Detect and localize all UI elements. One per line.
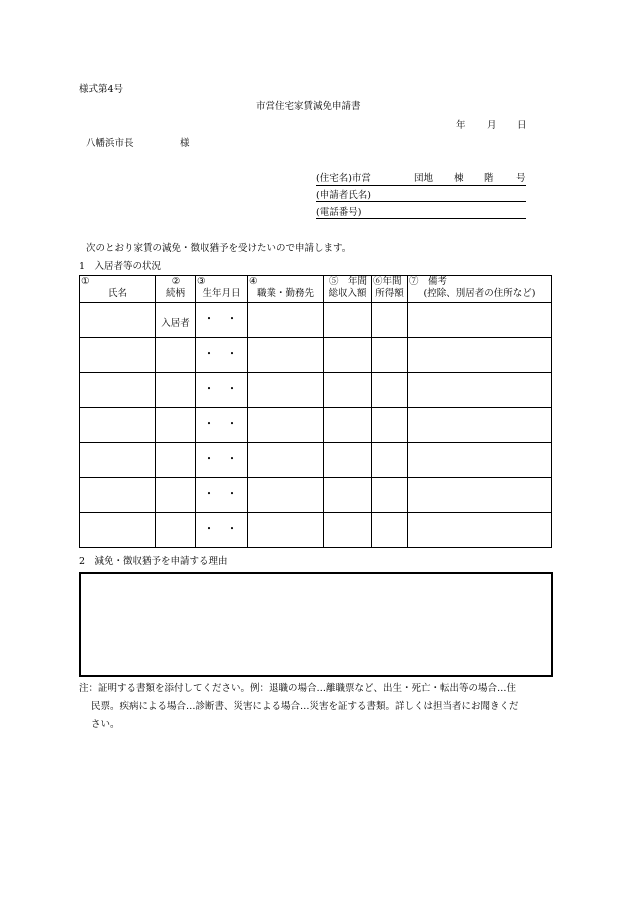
cell-occupation[interactable] <box>248 338 324 373</box>
cell-relation[interactable] <box>156 513 196 548</box>
header-remarks: ⑦ 備考 (控除、別居者の住所など) <box>408 276 552 303</box>
cell-remarks[interactable] <box>408 303 552 338</box>
cell-earnings[interactable] <box>372 443 408 478</box>
cell-relation[interactable] <box>156 373 196 408</box>
table-row <box>80 338 552 373</box>
cell-occupation[interactable] <box>248 373 324 408</box>
header-birthdate: ③ 生年月日 <box>196 276 248 303</box>
cell-remarks[interactable] <box>408 443 552 478</box>
cell-birthdate[interactable]: ・ ・ <box>196 303 248 338</box>
table-row <box>80 303 552 338</box>
cell-relation[interactable] <box>156 443 196 478</box>
applicant-name-underline[interactable] <box>316 201 526 202</box>
cell-name[interactable] <box>80 373 156 408</box>
cell-earnings[interactable] <box>372 303 408 338</box>
section1-heading: 1 入居者等の状況 <box>79 261 162 272</box>
cell-occupation[interactable] <box>248 443 324 478</box>
cell-name[interactable] <box>80 408 156 443</box>
cell-income[interactable] <box>324 443 372 478</box>
cell-name[interactable] <box>80 478 156 513</box>
cell-birthdate[interactable]: ・ ・ <box>196 513 248 548</box>
reason-textarea[interactable] <box>79 572 553 677</box>
date-day-label[interactable]: 日 <box>517 120 527 131</box>
residents-table <box>79 275 552 548</box>
housing-underline[interactable] <box>316 185 526 186</box>
table-header-row <box>80 276 552 303</box>
cell-birthdate[interactable]: ・ ・ <box>196 408 248 443</box>
cell-remarks[interactable] <box>408 338 552 373</box>
cell-income[interactable] <box>324 513 372 548</box>
cell-earnings[interactable] <box>372 373 408 408</box>
cell-name[interactable] <box>80 513 156 548</box>
header-relation: ② 続柄 <box>156 276 196 303</box>
header-occupation: ④ 職業・勤務先 <box>248 276 324 303</box>
form-number: 様式第4号 <box>79 84 124 95</box>
cell-relation[interactable] <box>156 408 196 443</box>
cell-name[interactable] <box>80 443 156 478</box>
cell-income[interactable] <box>324 478 372 513</box>
cell-occupation[interactable] <box>248 408 324 443</box>
header-name: ① 氏名 <box>80 276 156 303</box>
cell-remarks[interactable] <box>408 513 552 548</box>
cell-income[interactable] <box>324 303 372 338</box>
date-year-label[interactable]: 年 <box>456 120 466 131</box>
date-month-label[interactable]: 月 <box>487 120 497 131</box>
footnote <box>79 680 551 734</box>
addressee-suffix: 様 <box>180 138 190 149</box>
cell-relation[interactable] <box>156 303 196 338</box>
building-label: 棟 <box>454 173 464 184</box>
number-label: 号 <box>516 173 526 184</box>
cell-relation[interactable] <box>156 338 196 373</box>
footnote-line-3: さい。 <box>91 719 120 730</box>
footnote-line-1: 注：証明する書類を添付してください。例：退職の場合…離職票など、出生・死亡・転出等の場合…住 <box>79 683 517 694</box>
cell-earnings[interactable] <box>372 478 408 513</box>
document-title: 市営住宅家賃減免申請書 <box>256 101 361 112</box>
table-row <box>80 478 552 513</box>
cell-birthdate[interactable]: ・ ・ <box>196 478 248 513</box>
phone-label: (電話番号) <box>316 207 362 218</box>
cell-remarks[interactable] <box>408 408 552 443</box>
cell-name[interactable] <box>80 303 156 338</box>
cell-birthdate[interactable]: ・ ・ <box>196 373 248 408</box>
cell-name[interactable] <box>80 338 156 373</box>
table-row <box>80 513 552 548</box>
table-row <box>80 373 552 408</box>
cell-earnings[interactable] <box>372 338 408 373</box>
cell-occupation[interactable] <box>248 303 324 338</box>
cell-occupation[interactable] <box>248 513 324 548</box>
cell-income[interactable] <box>324 373 372 408</box>
cell-birthdate[interactable]: ・ ・ <box>196 338 248 373</box>
cell-income[interactable] <box>324 408 372 443</box>
applicant-name-label: (申請者氏名) <box>316 190 371 201</box>
section2-heading: 2 減免・徴収猶予を申請する理由 <box>79 556 228 567</box>
floor-label: 階 <box>484 173 494 184</box>
cell-income[interactable] <box>324 338 372 373</box>
phone-underline[interactable] <box>316 218 526 219</box>
intro-text: 次のとおり家賃の減免・徴収猶予を受けたいので申請します。 <box>86 243 352 254</box>
table-row <box>80 443 552 478</box>
cell-earnings[interactable] <box>372 513 408 548</box>
cell-relation[interactable] <box>156 478 196 513</box>
resident-relation: 入居者 <box>161 318 190 329</box>
header-annual-earnings: ⑥年間 所得額 <box>372 276 408 303</box>
cell-earnings[interactable] <box>372 408 408 443</box>
cell-remarks[interactable] <box>408 478 552 513</box>
cell-occupation[interactable] <box>248 478 324 513</box>
cell-birthdate[interactable]: ・ ・ <box>196 443 248 478</box>
addressee: 八幡浜市長 <box>86 138 134 149</box>
table-row <box>80 408 552 443</box>
footnote-line-2: 民票。疾病による場合…診断書、災害による場合…災害を証する書類。詳しくは担当者にお聞きくだ <box>91 701 519 712</box>
housing-name-label: (住宅名)市営 <box>316 173 371 184</box>
header-annual-income: ⑤ 年間 総収入額 <box>324 276 372 303</box>
danchi-label: 団地 <box>414 173 434 184</box>
cell-remarks[interactable] <box>408 373 552 408</box>
